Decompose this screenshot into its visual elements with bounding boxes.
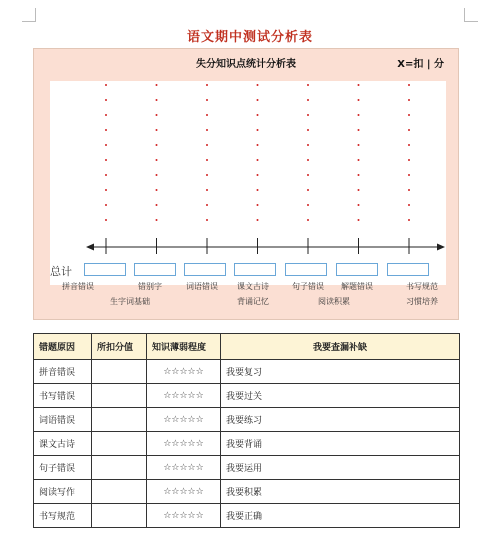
guide-dot: [257, 84, 259, 86]
category-label: 词语错误: [186, 282, 218, 291]
group-label: 生字词基础: [110, 297, 150, 306]
guide-dot: [206, 219, 208, 221]
guide-dot: [358, 204, 360, 206]
guide-dot: [408, 174, 410, 176]
cell-reason: 拼音错误: [34, 360, 92, 384]
cell-action: 我要正确: [221, 504, 460, 528]
guide-dot: [408, 219, 410, 221]
guide-dot: [408, 114, 410, 116]
cell-score[interactable]: [92, 480, 147, 504]
guide-dot: [206, 114, 208, 116]
guide-dot: [408, 159, 410, 161]
cell-reason: 句子错误: [34, 456, 92, 480]
cell-action: 我要运用: [221, 456, 460, 480]
guide-dot: [307, 114, 309, 116]
total-box-2[interactable]: [134, 263, 176, 276]
group-label: 阅读积累: [318, 297, 350, 306]
category-label: 课文古诗: [237, 282, 269, 291]
guide-dot: [105, 84, 107, 86]
guide-dot: [307, 84, 309, 86]
cell-level: ☆☆☆☆☆: [147, 504, 221, 528]
header-level: 知识薄弱程度: [147, 334, 221, 360]
guide-dot: [257, 159, 259, 161]
guide-dot: [307, 174, 309, 176]
guide-dot: [408, 99, 410, 101]
cell-level: ☆☆☆☆☆: [147, 408, 221, 432]
guide-dot: [105, 219, 107, 221]
guide-dot: [307, 219, 309, 221]
total-box-7[interactable]: [387, 263, 429, 276]
guide-dot: [105, 204, 107, 206]
cell-score[interactable]: [92, 504, 147, 528]
guide-dot: [408, 129, 410, 131]
guide-dot: [206, 99, 208, 101]
cell-action: 我要积累: [221, 480, 460, 504]
axis-arrow-left: [86, 244, 94, 251]
page-corner-mark-right: [464, 8, 478, 22]
guide-dot: [408, 84, 410, 86]
panel-heading: 失分知识点统计分析表: [196, 59, 296, 70]
guide-dot: [307, 159, 309, 161]
analysis-panel: [33, 48, 459, 320]
header-reason: 错题原因: [34, 334, 92, 360]
guide-dot: [156, 174, 158, 176]
cell-reason: 书写规范: [34, 504, 92, 528]
guide-dot: [156, 144, 158, 146]
category-label: 句子错误: [292, 282, 324, 291]
cell-action: 我要背诵: [221, 432, 460, 456]
cell-reason: 课文古诗: [34, 432, 92, 456]
score-note: X=扣 | 分: [397, 59, 444, 70]
guide-dot: [358, 219, 360, 221]
category-label: 书写规范: [406, 282, 438, 291]
cell-reason: 词语错误: [34, 408, 92, 432]
total-box-6[interactable]: [336, 263, 378, 276]
table-header-row: [34, 334, 460, 360]
guide-dot: [358, 114, 360, 116]
total-box-1[interactable]: [84, 263, 126, 276]
guide-dot: [105, 114, 107, 116]
cell-score[interactable]: [92, 408, 147, 432]
cell-level: ☆☆☆☆☆: [147, 480, 221, 504]
guide-dot: [105, 144, 107, 146]
guide-dot: [105, 159, 107, 161]
guide-dot: [307, 144, 309, 146]
header-score: 所扣分值: [92, 334, 147, 360]
guide-dot: [206, 159, 208, 161]
cell-reason: 书写错误: [34, 384, 92, 408]
guide-dot: [358, 84, 360, 86]
plot-area: [50, 81, 446, 285]
guide-dot: [257, 174, 259, 176]
table-row: [34, 360, 460, 384]
guide-dot: [408, 144, 410, 146]
guide-dot: [257, 144, 259, 146]
document-title: 语文期中测试分析表: [186, 30, 313, 45]
cell-score[interactable]: [92, 432, 147, 456]
guide-dot: [105, 129, 107, 131]
cell-score[interactable]: [92, 360, 147, 384]
guide-dot: [105, 189, 107, 191]
guide-dot: [156, 189, 158, 191]
guide-dot: [206, 129, 208, 131]
axis-graphic: [50, 81, 446, 285]
guide-dot: [358, 99, 360, 101]
guide-dot: [105, 99, 107, 101]
guide-dot: [307, 189, 309, 191]
table-row: [34, 384, 460, 408]
guide-dot: [358, 144, 360, 146]
guide-dot: [206, 144, 208, 146]
cell-reason: 阅读写作: [34, 480, 92, 504]
cell-action: 我要复习: [221, 360, 460, 384]
guide-dot: [358, 159, 360, 161]
guide-dot: [408, 189, 410, 191]
category-label: 错别字: [138, 282, 162, 291]
table-row: [34, 504, 460, 528]
group-label: 背诵记忆: [237, 297, 269, 306]
guide-dot: [307, 129, 309, 131]
cell-level: ☆☆☆☆☆: [147, 384, 221, 408]
table-row: [34, 480, 460, 504]
guide-dot: [257, 129, 259, 131]
total-box-3[interactable]: [184, 263, 226, 276]
guide-dot: [257, 99, 259, 101]
guide-dot: [257, 204, 259, 206]
header-action: 我要查漏补缺: [221, 334, 460, 360]
cell-score[interactable]: [92, 456, 147, 480]
guide-dot: [257, 219, 259, 221]
cell-action: 我要过关: [221, 384, 460, 408]
guide-dot: [358, 129, 360, 131]
page-corner-mark-left: [22, 8, 36, 22]
cell-level: ☆☆☆☆☆: [147, 360, 221, 384]
table-row: [34, 456, 460, 480]
guide-dot: [408, 204, 410, 206]
guide-dot: [156, 204, 158, 206]
guide-dot: [257, 114, 259, 116]
guide-dot: [307, 204, 309, 206]
total-box-5[interactable]: [285, 263, 327, 276]
guide-dot: [307, 99, 309, 101]
guide-dot: [206, 189, 208, 191]
group-label: 习惯培养: [406, 297, 438, 306]
guide-dot: [156, 219, 158, 221]
category-label: 解题错误: [341, 282, 373, 291]
guide-dot: [358, 189, 360, 191]
guide-dot: [156, 114, 158, 116]
cell-score[interactable]: [92, 384, 147, 408]
guide-dot: [156, 159, 158, 161]
error-analysis-table: [33, 333, 460, 528]
guide-dot: [358, 174, 360, 176]
guide-dot: [206, 204, 208, 206]
cell-level: ☆☆☆☆☆: [147, 432, 221, 456]
guide-dot: [206, 174, 208, 176]
total-box-4[interactable]: [234, 263, 276, 276]
category-label: 拼音错误: [62, 282, 94, 291]
axis-arrow-right: [437, 244, 445, 251]
guide-dot: [206, 84, 208, 86]
guide-dot: [257, 189, 259, 191]
cell-action: 我要练习: [221, 408, 460, 432]
guide-dot: [105, 174, 107, 176]
guide-dot: [156, 99, 158, 101]
guide-dot: [156, 84, 158, 86]
total-label: 总计: [50, 265, 72, 278]
cell-level: ☆☆☆☆☆: [147, 456, 221, 480]
guide-dot: [156, 129, 158, 131]
table-row: [34, 432, 460, 456]
table-row: [34, 408, 460, 432]
